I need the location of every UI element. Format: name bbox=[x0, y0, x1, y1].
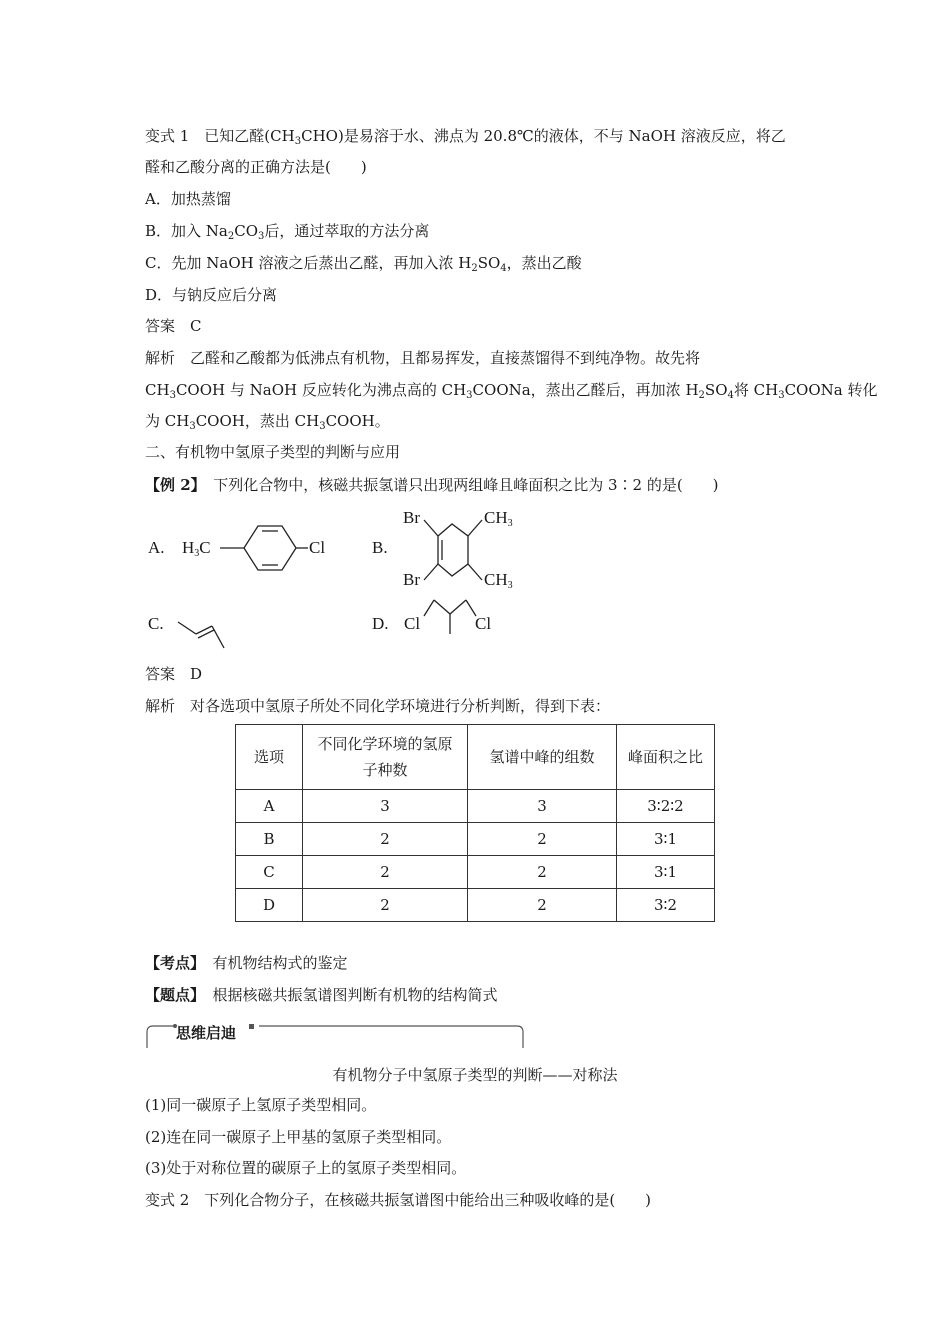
table-cell: 2 bbox=[303, 856, 468, 889]
variant2-question: 变式 2 下列化合物分子，在核磁共振氢谱图中能给出三种吸收峰的是( ) bbox=[145, 1191, 652, 1209]
option-b: B．加入 $Na_2CO_3$后，通过萃取的方法分离 bbox=[145, 222, 430, 242]
table-cell: 3∶2 bbox=[617, 889, 715, 922]
table-cell: 3∶1 bbox=[617, 823, 715, 856]
thinking-heading: 有机物分子中氢原子类型的判断——对称法 bbox=[332, 1066, 618, 1084]
chem-b-br1: Br bbox=[403, 508, 420, 527]
chem-b-ch3-top: $CH_3$ bbox=[484, 508, 513, 529]
table-header: 氢谱中峰的组数 bbox=[468, 725, 617, 790]
example2-expl: 解析 对各选项中氢原子所处不同化学环境进行分析判断，得到下表： bbox=[145, 697, 611, 715]
example2-question: 【例 2】 下列化合物中，核磁共振氢谱只出现两组峰且峰面积之比为 3∶2 的是( ) bbox=[145, 476, 719, 494]
kaodian: 【考点】 有机物结构式的鉴定 bbox=[145, 954, 348, 972]
section-heading: 二、有机物中氢原子类型的判断与应用 bbox=[145, 443, 401, 461]
chem-b-ch3-bottom: $CH_3$ bbox=[484, 570, 513, 591]
thinking-point-2: (2)连在同一碳原子上甲基的氢原子类型相同。 bbox=[145, 1128, 452, 1146]
chem-a-left: $H_3C$ bbox=[182, 538, 211, 559]
tidian: 【题点】 根据核磁共振氢谱图判断有机物的结构简式 bbox=[145, 986, 498, 1004]
variant1-expl-2: $CH_3COOH$ 与 NaOH 反应转化为沸点高的 $CH_3COONa$，蒸出乙醛后，再加浓 $H_2SO_4$将 $CH_3COONa$ 转化 bbox=[145, 381, 878, 401]
label-a: A. bbox=[148, 538, 165, 557]
benzene-ring-b bbox=[420, 510, 490, 590]
label-d: D. bbox=[372, 614, 389, 633]
table-header: 选项 bbox=[236, 725, 303, 790]
table-cell: 2 bbox=[468, 889, 617, 922]
table-header: 不同化学环境的氢原子种数 bbox=[303, 725, 468, 790]
table-cell: 3∶2∶2 bbox=[617, 790, 715, 823]
variant1-line1: 变式 1 已知乙醛$(CH_3CHO)$是易溶于水、沸点为 20.8℃的液体，不与 NaOH 溶液反应，将乙 bbox=[145, 127, 786, 147]
table-cell: B bbox=[236, 823, 303, 856]
analysis-table bbox=[235, 724, 715, 922]
table-cell: C bbox=[236, 856, 303, 889]
table-cell: 2 bbox=[303, 823, 468, 856]
label-b: B. bbox=[372, 538, 388, 557]
option-c: C．先加 NaOH 溶液之后蒸出乙醛，再加入浓 $H_2SO_4$，蒸出乙酸 bbox=[145, 254, 582, 274]
table-cell: 3 bbox=[468, 790, 617, 823]
thinking-point-1: (1)同一碳原子上氢原子类型相同。 bbox=[145, 1096, 377, 1114]
variant1-expl-3: 为 $CH_3COOH$，蒸出 $CH_3COOH$。 bbox=[145, 412, 390, 432]
variant1-answer: 答案 C bbox=[145, 317, 202, 335]
chem-d-skeleton bbox=[420, 596, 480, 636]
table-cell: 2 bbox=[303, 889, 468, 922]
table-row bbox=[236, 856, 715, 889]
example2-answer: 答案 D bbox=[145, 665, 203, 683]
table-cell: D bbox=[236, 889, 303, 922]
table-cell: 2 bbox=[468, 823, 617, 856]
chem-d-cl2: Cl bbox=[475, 614, 492, 633]
chem-a-right: Cl bbox=[309, 538, 326, 557]
option-d: D．与钠反应后分离 bbox=[145, 286, 278, 304]
variant1-expl-1: 解析 乙醛和乙酸都为低沸点有机物，且都易挥发，直接蒸馏得不到纯净物。故先将 bbox=[145, 349, 701, 367]
variant1-line2: 醛和乙酸分离的正确方法是( ) bbox=[145, 158, 367, 176]
table-row bbox=[236, 889, 715, 922]
chem-d-cl1: Cl bbox=[404, 614, 421, 633]
table-cell: 2 bbox=[468, 856, 617, 889]
option-a: A．加热蒸馏 bbox=[145, 190, 231, 208]
label-c: C. bbox=[148, 614, 164, 633]
table-cell: 3∶1 bbox=[617, 856, 715, 889]
benzene-ring-a bbox=[220, 520, 320, 576]
thinking-title: 思维启迪 bbox=[176, 1024, 237, 1042]
thinking-point-3: (3)处于对称位置的碳原子上的氢原子类型相同。 bbox=[145, 1159, 467, 1177]
table-row bbox=[236, 823, 715, 856]
table-header-row bbox=[236, 725, 715, 790]
table-header: 峰面积之比 bbox=[617, 725, 715, 790]
chem-b-br2: Br bbox=[403, 570, 420, 589]
table-cell: 3 bbox=[303, 790, 468, 823]
table-row bbox=[236, 790, 715, 823]
table-cell: A bbox=[236, 790, 303, 823]
chem-c-skeleton bbox=[174, 618, 230, 654]
